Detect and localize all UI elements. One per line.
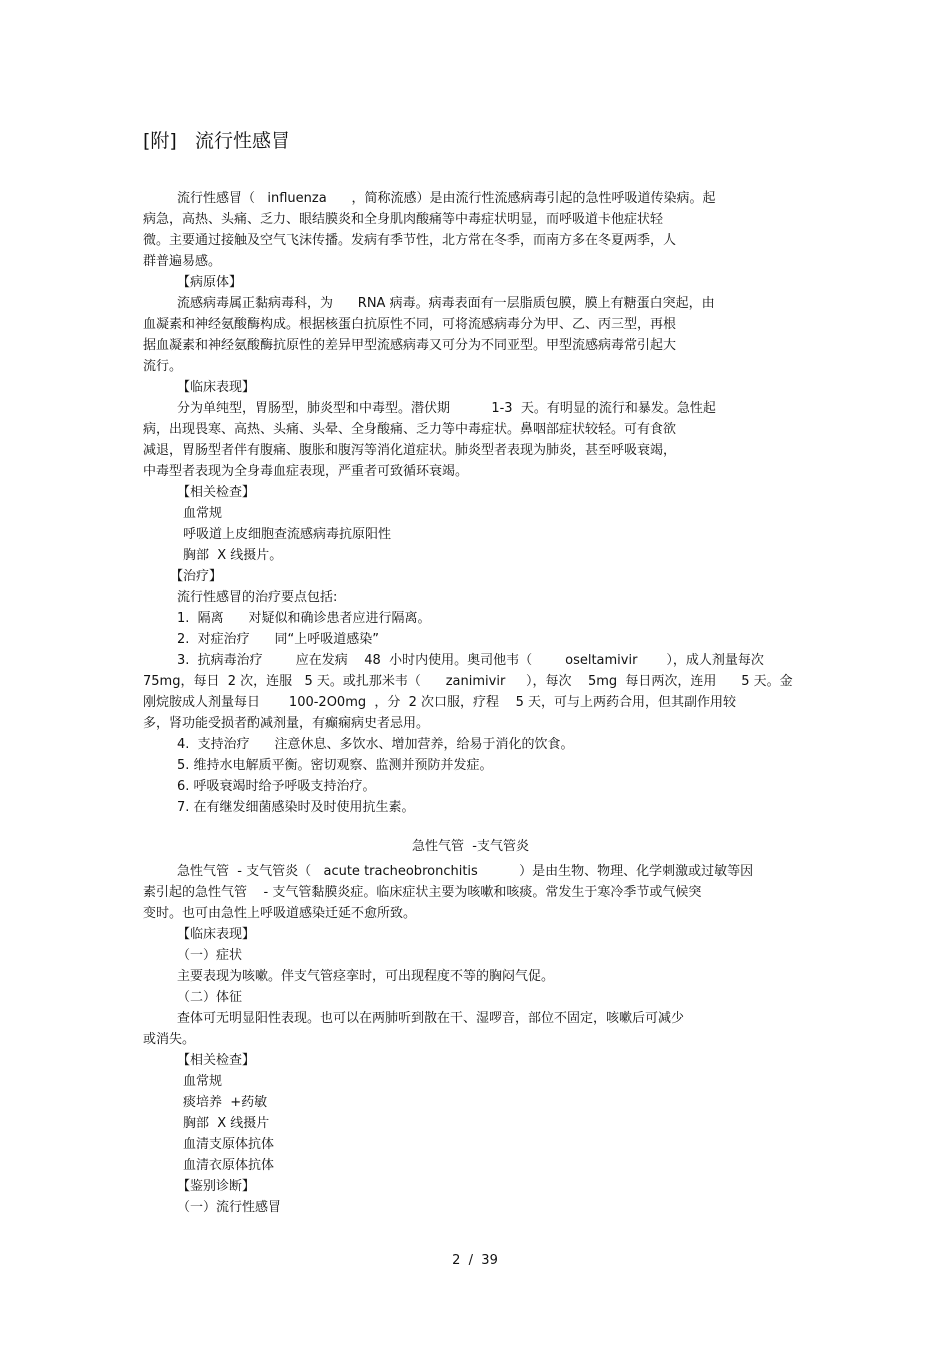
text-line: 分为单纯型，胃肠型，肺炎型和中毒型。潜伏期 1-3 天。有明显的流行和暴发。急性起 [177,401,716,416]
text-line: 【鉴别诊断】 [177,1179,256,1194]
text-line: 血清支原体抗体 [183,1137,275,1152]
text-line: 4. 支持治疗 注意休息、多饮水、增加营养，给易于消化的饮食。 [177,737,574,752]
text-line: 流行。 [143,359,183,374]
text-line: 中毒型者表现为全身毒血症表现，严重者可致循环衰竭。 [143,464,469,479]
text-line: 减退，胃肠型者伴有腹痛、腹胀和腹泻等消化道症状。肺炎型者表现为肺炎，甚至呼吸衰竭， [143,443,677,458]
text-line: 3. 抗病毒治疗 应在发病 48 小时内使用。奥司他韦（ oseltamivir ），成人剂量每次 [177,653,764,668]
text-line: 血常规 [183,1074,223,1089]
text-line: 流行性感冒（ influenza ，简称流感）是由流行性流感病毒引起的急性呼吸道传染病。起 [177,191,716,206]
text-line: 【临床表现】 [177,927,256,942]
text-line: 群普遍易感。 [143,254,222,269]
text-line: 急性气管 - 支气管炎（ acute tracheobronchitis ）是由生物、物理、化学刺激或过敏等因 [177,864,754,879]
text-line: （二）体征 [177,990,243,1005]
text-line: 变时。也可由急性上呼吸道感染迁延不愈所致。 [143,906,417,921]
text-line: 多，肾功能受损者酌减剂量，有癫痫病史者忌用。 [143,716,430,731]
text-line: 痰培养 +药敏 [183,1095,268,1110]
text-line: 【相关检查】 [177,1053,256,1068]
text-line: 血清衣原体抗体 [183,1158,275,1173]
text-line: 2. 对症治疗 同“上呼吸道感染” [177,632,379,647]
text-line: 急性气管 -支气管炎 [412,839,529,854]
text-line: 75mg，每日 2 次，连服 5 天。或扎那米韦（ zanimivir ），每次 5mg 每日两次，连用 5 天。金 [143,674,793,689]
text-line: 素引起的急性气管 - 支气管黏膜炎症。临床症状主要为咳嗽和咳痰。常发生于寒冷季节或气候突 [143,885,702,900]
text-line: 病，出现畏寒、高热、头痛、头晕、全身酸痛、乏力等中毒症状。鼻咽部症状较轻。可有食欲 [143,422,677,437]
text-line: （一）症状 [177,948,243,963]
text-line: 或消失。 [143,1032,196,1047]
text-line: 【治疗】 [170,569,223,584]
text-line: 流感病毒属正黏病毒科，为 RNA 病毒。病毒表面有一层脂质包膜，膜上有糖蛋白突起，由 [177,296,715,311]
text-line: 查体可无明显阳性表现。也可以在两肺听到散在干、湿啰音，部位不固定，咳嗽后可减少 [177,1011,685,1026]
text-line: 胸部 X 线摄片 [183,1116,270,1131]
page-number: 2 / 39 [452,1253,498,1268]
text-line: 据血凝素和神经氨酸酶抗原性的差异甲型流感病毒又可分为不同亚型。甲型流感病毒常引起大 [143,338,677,353]
text-line: （一）流行性感冒 [177,1200,282,1215]
text-line: 5. 维持水电解质平衡。密切观察、监测并预防并发症。 [177,758,493,773]
text-line: 【相关检查】 [177,485,256,500]
text-line: 【病原体】 [177,275,243,290]
text-line: 1. 隔离 对疑似和确诊患者应进行隔离。 [177,611,431,626]
text-line: 呼吸道上皮细胞查流感病毒抗原阳性 [183,527,392,542]
text-line: 7. 在有继发细菌感染时及时使用抗生素。 [177,800,415,815]
text-line: 主要表现为咳嗽。伴支气管痉挛时，可出现程度不等的胸闷气促。 [177,969,555,984]
text-line: 微。主要通过接触及空气飞沫传播。发病有季节性，北方常在冬季，而南方多在冬夏两季，人 [143,233,677,248]
text-line: 6. 呼吸衰竭时给予呼吸支持治疗。 [177,779,376,794]
text-line: 血凝素和神经氨酸酶构成。根据核蛋白抗原性不同，可将流感病毒分为甲、乙、丙三型，再根 [143,317,677,332]
text-line: 刚烷胺成人剂量每日 100-2O0mg ，分 2 次口服，疗程 5 天，可与上两药合用，但其副作用较 [143,695,736,710]
text-line: 流行性感冒的治疗要点包括: [177,590,338,605]
text-line: 病急，高热、头痛、乏力、眼结膜炎和全身肌肉酸痛等中毒症状明显，而呼吸道卡他症状轻 [143,212,664,227]
text-line: 【临床表现】 [177,380,256,395]
text-line: 血常规 [183,506,223,521]
page-title: [附] 流行性感冒 [143,130,290,152]
text-line: 胸部 X 线摄片。 [183,548,283,563]
